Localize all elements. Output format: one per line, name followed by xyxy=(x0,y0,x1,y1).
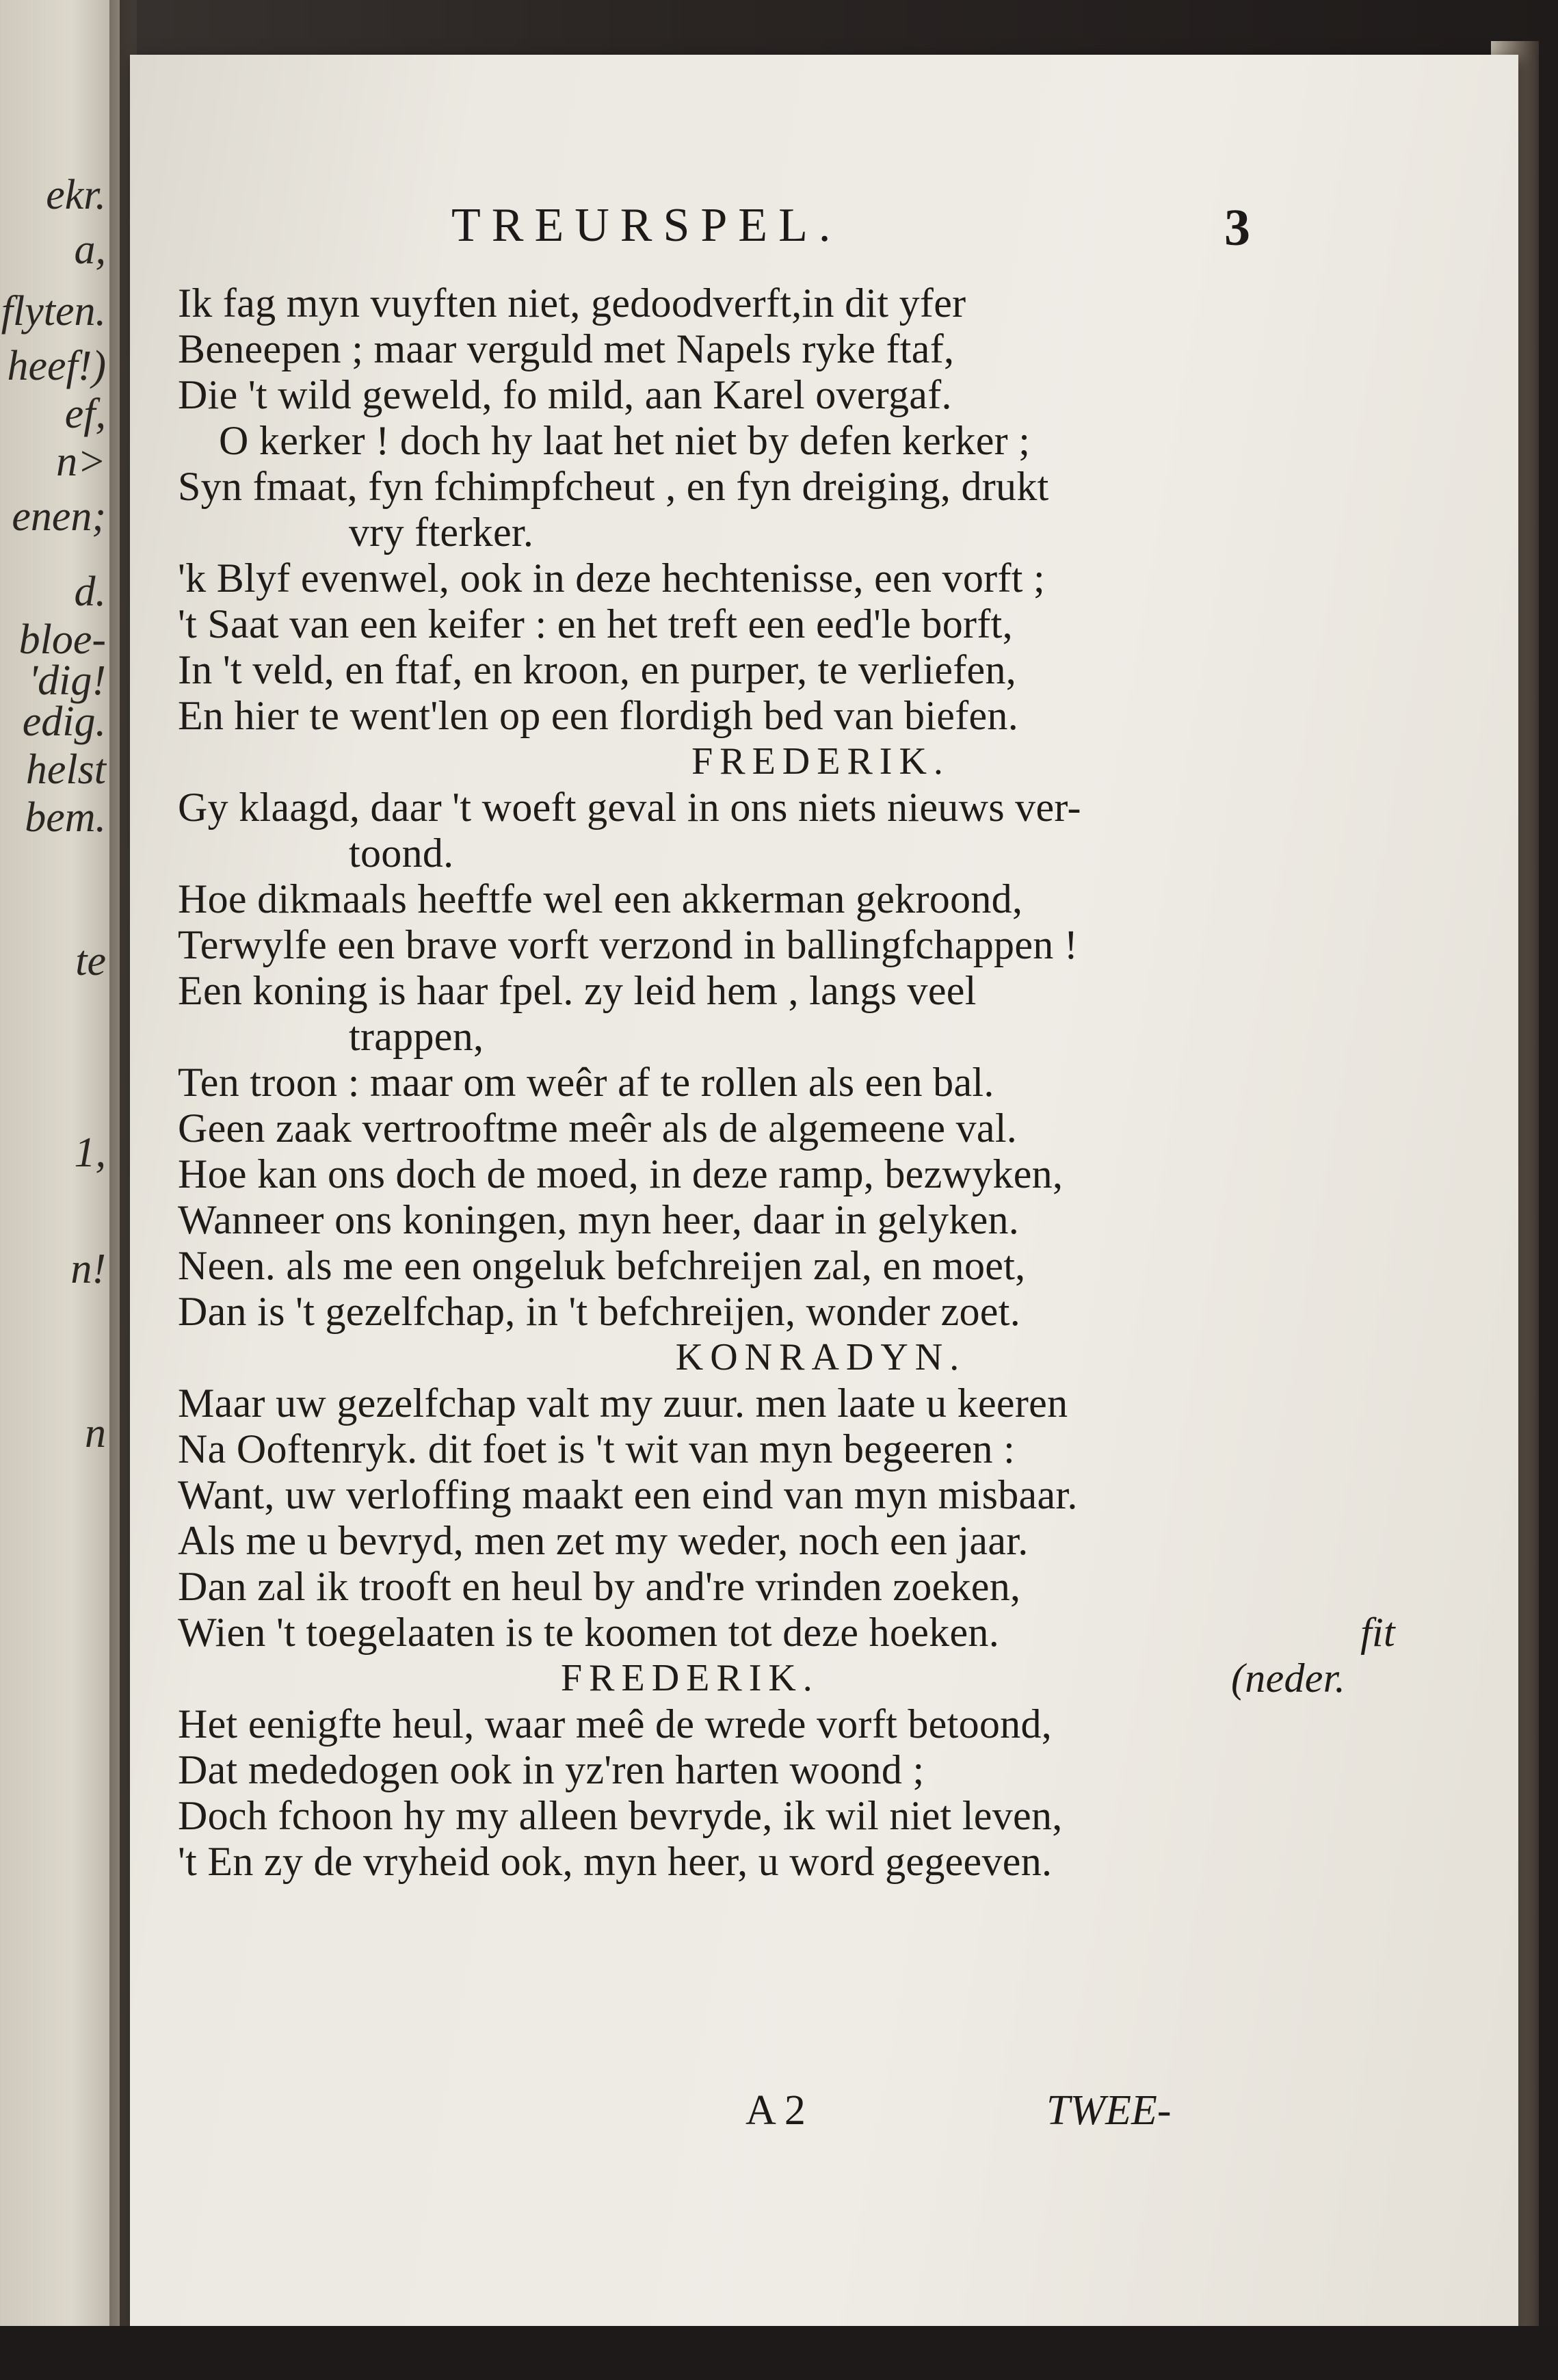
verse-line xyxy=(178,510,1395,555)
verse-line xyxy=(178,1518,1395,1564)
left-page-fragment: a, xyxy=(74,226,106,273)
speaker-line xyxy=(178,1656,1395,1701)
verse-line xyxy=(178,1151,1395,1197)
verse-line-text: Het eenigfte heul, waar meê de wrede vorft betoond, xyxy=(178,1701,1053,1747)
verse-line xyxy=(178,1014,1395,1060)
verse-line-text: 't En zy de vryheid ook, myn heer, u word gegeeven. xyxy=(178,1839,1053,1884)
verse-line-text: Neen. als me een ongeluk befchreijen zal, en moet, xyxy=(178,1243,1026,1288)
verse-line xyxy=(178,785,1395,831)
stage-direction: fit xyxy=(1360,1610,1395,1655)
verse-line xyxy=(178,1839,1395,1885)
left-page-fragment: edig. xyxy=(22,698,106,745)
speaker-name: FREDERIK. xyxy=(561,1657,819,1699)
verse-line-text: Maar uw gezelfchap valt my zuur. men laate u keeren xyxy=(178,1381,1068,1426)
verse-line-text: Een koning is haar fpel. zy leid hem , langs veel xyxy=(178,968,977,1013)
verse-line-text: Hoe dikmaals heeftfe wel een akkerman gekroond, xyxy=(178,876,1023,921)
book-page xyxy=(130,55,1518,2333)
verse-line xyxy=(178,280,1395,326)
verse-line-text: O kerker ! doch hy laat het niet by defen kerker ; xyxy=(219,418,1031,463)
verse-line xyxy=(178,922,1395,968)
verse-line-text: Na Ooftenryk. dit foet is 't wit van myn begeeren : xyxy=(178,1426,1016,1472)
verse-line xyxy=(178,1610,1395,1656)
left-page-fragment: ekr. xyxy=(46,172,106,218)
verse-text xyxy=(178,280,1395,1885)
stage-direction: (neder. xyxy=(1231,1656,1346,1701)
verse-line xyxy=(178,831,1395,876)
catchword: TWEE- xyxy=(1046,2087,1172,2134)
left-page-fragment: n xyxy=(85,1410,106,1456)
verse-line-text: 'k Blyf evenwel, ook in deze hechtenisse, een vorft ; xyxy=(178,555,1045,601)
running-title: TREURSPEL. xyxy=(451,199,842,252)
left-page-fragment: bloe- xyxy=(18,616,106,663)
signature-mark: A 2 xyxy=(745,2087,806,2134)
verse-line-text: vry fterker. xyxy=(349,510,534,555)
verse-line xyxy=(178,647,1395,693)
verse-line xyxy=(178,1243,1395,1289)
verse-line-text: Wanneer ons koningen, myn heer, daar in gelyken. xyxy=(178,1197,1020,1242)
verse-line xyxy=(178,1472,1395,1518)
verse-line-text: Geen zaak vertrooftme meêr als de algemeene val. xyxy=(178,1106,1018,1151)
verse-line xyxy=(178,1381,1395,1426)
page-footer xyxy=(130,2087,1518,2155)
verse-line xyxy=(178,1564,1395,1610)
verse-line-text: Die 't wild geweld, fo mild, aan Karel overgaf. xyxy=(178,372,952,417)
bottom-shadow xyxy=(0,2326,1558,2380)
verse-line xyxy=(178,1793,1395,1839)
left-page-fragment: enen; xyxy=(12,493,106,540)
left-page-fragment: d. xyxy=(74,568,106,615)
verse-line xyxy=(178,876,1395,922)
verse-line xyxy=(178,693,1395,739)
page-header xyxy=(130,198,1518,274)
verse-line-text: Dat mededogen ook in yz'ren harten woond ; xyxy=(178,1747,925,1792)
left-page-fragment: 1, xyxy=(74,1129,106,1176)
left-page-fragment: te xyxy=(75,938,106,984)
verse-line-text: Syn fmaat, fyn fchimpfcheut , en fyn dreiging, drukt xyxy=(178,464,1049,509)
verse-line xyxy=(178,1060,1395,1106)
verse-line xyxy=(178,1426,1395,1472)
verse-line xyxy=(178,372,1395,418)
verse-line-text: Beneepen ; maar verguld met Napels ryke ftaf, xyxy=(178,326,955,371)
verse-line-text: Wien 't toegelaaten is te koomen tot deze hoeken. xyxy=(178,1610,999,1655)
verse-line xyxy=(178,601,1395,647)
verse-line-text: trappen, xyxy=(349,1014,484,1059)
verse-line xyxy=(178,1197,1395,1243)
verse-line xyxy=(178,1701,1395,1747)
verse-line-text: In 't veld, en ftaf, en kroon, en purper, te verliefen, xyxy=(178,647,1017,692)
verse-line-text: Gy klaagd, daar 't woeft geval in ons niets nieuws ver- xyxy=(178,785,1081,830)
speaker-name: FREDERIK. xyxy=(691,740,950,783)
verse-line xyxy=(178,555,1395,601)
verse-line-text: Als me u bevryd, men zet my weder, noch een jaar. xyxy=(178,1518,1029,1563)
verse-line-text: toond. xyxy=(349,831,454,876)
left-page-fragment: bem. xyxy=(25,794,106,841)
left-page-fragment: ef, xyxy=(64,391,106,437)
verse-line-text: Doch fchoon hy my alleen bevryde, ik wil niet leven, xyxy=(178,1793,1063,1838)
verse-line xyxy=(178,464,1395,510)
verse-line xyxy=(178,968,1395,1014)
verse-line-text: En hier te went'len op een flordigh bed van biefen. xyxy=(178,693,1019,738)
left-page-fragment: helst xyxy=(25,746,106,793)
left-page-fragment: flyten. xyxy=(1,288,106,335)
verse-line-text: Hoe kan ons doch de moed, in deze ramp, bezwyken, xyxy=(178,1151,1064,1196)
verse-line xyxy=(178,1747,1395,1793)
verse-line-text: Want, uw verloffing maakt een eind van myn misbaar. xyxy=(178,1472,1078,1517)
verse-line xyxy=(178,418,1395,464)
verse-line xyxy=(178,1289,1395,1335)
speaker-name: KONRADYN. xyxy=(675,1336,966,1378)
verse-line-text: Ik fag myn vuyften niet, gedoodverft,in dit yfer xyxy=(178,280,966,326)
left-page-fragment: heef!) xyxy=(7,343,106,389)
left-page-fragment: 'dig! xyxy=(28,657,106,704)
left-page-fragment: n> xyxy=(56,439,106,485)
verse-line-text: Dan is 't gezelfchap, in 't befchreijen, wonder zoet. xyxy=(178,1289,1021,1334)
page-number: 3 xyxy=(1224,199,1250,257)
previous-page-edge xyxy=(0,0,120,2380)
verse-line xyxy=(178,326,1395,372)
left-page-fragment: n! xyxy=(70,1246,106,1292)
verse-line-text: Ten troon : maar om weêr af te rollen als een bal. xyxy=(178,1060,994,1105)
verse-line xyxy=(178,1106,1395,1151)
verse-line-text: Terwylfe een brave vorft verzond in ballingfchappen ! xyxy=(178,922,1079,967)
verse-line-text: Dan zal ik trooft en heul by and're vrinden zoeken, xyxy=(178,1564,1021,1609)
verse-line-text: 't Saat van een keifer : en het treft een eed'le borft, xyxy=(178,601,1013,646)
